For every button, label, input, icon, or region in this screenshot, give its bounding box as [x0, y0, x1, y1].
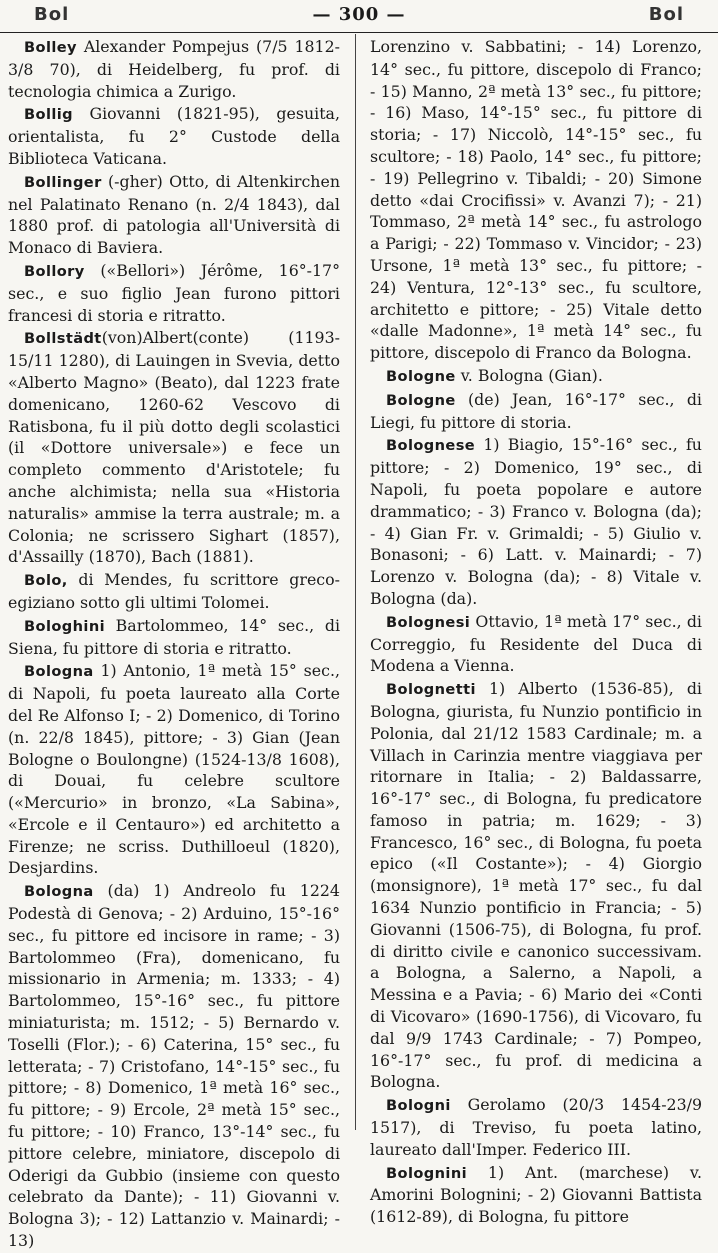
- entry-text: 1) Ant. (marchese) v. Amorini Bolognini; - 2) Giovanni Battista (1612-89), di Bologna, fu pittore: [370, 1162, 702, 1227]
- entry-text: (von)Albert(conte) (1193-15/11 1280), di Lauingen in Svevia, detto «Alberto Magno» (Beato), dal 1223 frate domenicano, 1260-62 Vescovo di Ratisbona, fu il più dotto degli scolastici (il «Dottore universale») e fece un completo commento d'Aristotele; fu anche alchimista; nella sua «Historia naturalis» ammise la terra australe; m. a Colonia; ne scrissero Sighart (1857), d'Assailly (1870), Bach (1881).: [8, 328, 340, 567]
- entry: [370, 678, 702, 1093]
- entry-text: Ottavio, 1ª metà 17° sec., di Correggio, fu Residente del Duca di Modena a Vienna.: [370, 611, 702, 676]
- entry: [370, 611, 702, 677]
- entry-headword: Bolognese: [386, 437, 476, 455]
- entry-headword: Bologna: [24, 883, 94, 901]
- entry: [370, 1162, 702, 1228]
- header-right-guide-word: Bol: [648, 4, 684, 25]
- page-number: — 300 —: [312, 4, 406, 25]
- entry-text: (de) Jean, 16°-17° sec., di Liegi, fu pittore di storia.: [370, 389, 702, 432]
- entry-headword: Bolley: [24, 39, 77, 56]
- column-divider: [355, 34, 356, 1130]
- entry-text: 1) Biagio, 15°-16° sec., fu pittore; - 2) Domenico, 19° sec., di Napoli, fu poeta popolare e autore drammatico; - 3) Franco v. Bologna (da); - 4) Gian Fr. v. Grimaldi; - 5) Giulio v. Bonasoni; - 6) Latt. v. Mainardi; - 7) Lorenzo v. Bologna (da); - 8) Vitale v. Bologna (da).: [370, 435, 702, 608]
- entry-headword: Bologne: [386, 391, 456, 409]
- entry-headword: Bollinger: [24, 173, 102, 191]
- entry-text: Lorenzino v. Sabbatini; - 14) Lorenzo, 14° sec., fu pittore, discepolo di Franco; - 15) Manno, 2ª metà 13° sec., fu pittore; - 16) Maso, 14°-15° sec., fu pittore di storia; - 17) Niccolò, 14°-15° sec., fu scultore; - 18) Paolo, 14° sec., fu pittore; - 19) Pellegrino v. Tibaldi; - 20) Simone detto «dai Crocifissi» v. Avanzi 7); - 21) Tommaso, 2ª metà 14° sec., fu astrologo a Parigi; - 22) Tommaso v. Vincidor; - 23) Ursone, 1ª metà 13° sec., fu pittore; - 24) Ventura, 12°-13° sec., fu scultore, architetto e pittore; - 25) Vitale detto «dalle Madonne», 1ª metà 14° sec., fu pittore, discepolo di Franco da Bologna.: [370, 37, 702, 363]
- entry-text: Alexander Pompejus (7/5 1812-3/8 70), di Heidelberg, fu prof. di tecnologia chimica a Zurigo.: [8, 37, 340, 101]
- entry-headword: Bologne: [386, 367, 456, 385]
- right-column: [370, 36, 702, 1229]
- entry: [370, 434, 702, 609]
- entry: [370, 365, 702, 388]
- entry: [8, 171, 340, 259]
- entry: [8, 615, 340, 660]
- entry: [370, 1094, 702, 1160]
- entry: [8, 36, 340, 102]
- entry-headword: Bolognetti: [386, 681, 476, 699]
- entry-text: v. Bologna (Gian).: [455, 365, 603, 385]
- entry-text: 1) Antonio, 1ª metà 15° sec., di Napoli, fu poeta laureato alla Corte del Re Alfonso I; - 2) Domenico, di Torino (n. 22/8 1845), pittore; - 3) Gian (Jean Bologne o Boulongne) (1524-13/8 1608), di Douai, fu celebre scultore («Mercurio» in bronzo, «La Sabina», «Ercole e il Centauro») ed architetto a Firenze; ne scriss. Duthilloeul (1820), Desjardins.: [8, 661, 340, 878]
- entry-headword: Bolognini: [386, 1164, 468, 1182]
- entry-text: di Mendes, fu scrittore greco-egiziano sotto gli ultimi Tolomei.: [8, 570, 340, 612]
- entry: [8, 260, 340, 326]
- header-left-guide-word: Bol: [34, 4, 70, 25]
- entry-headword: Bolo,: [24, 572, 68, 590]
- entry: [8, 569, 340, 614]
- entry-text: Giovanni (1821-95), gesuita, orientalista, fu 2° Custode della Biblioteca Vaticana.: [8, 104, 340, 168]
- entry: [370, 389, 702, 434]
- entry-text: Gerolamo (20/3 1454-23/9 1517), di Treviso, fu poeta latino, laureato dall'Imper. Federico III.: [370, 1095, 702, 1159]
- entry-text: Bartolommeo, 14° sec., di Siena, fu pittore di storia e ritratto.: [8, 615, 340, 658]
- entry-headword: Bologhini: [24, 617, 106, 635]
- entry-headword: Bollory: [24, 262, 85, 280]
- entry: [8, 880, 340, 1252]
- entry: [8, 103, 340, 169]
- entry-continuation: [370, 36, 702, 364]
- left-column: [8, 36, 340, 1253]
- entry: [8, 660, 340, 879]
- entry: [8, 327, 340, 568]
- entry-headword: Bolognesi: [386, 613, 471, 631]
- entry-text: («Bellori») Jérôme, 16°-17° sec., e suo figlio Jean furono pittori francesi di storia e ritratto.: [8, 260, 340, 325]
- entry-headword: Bologni: [386, 1097, 451, 1115]
- entry-text: (da) 1) Andreolo fu 1224 Podestà di Genova; - 2) Arduino, 15°-16° sec., fu pittore ed incisore in rame; - 3) Bartolommeo (Fra), domenicano, fu missionario in Armenia; m. 1333; - 4) Bartolommeo, 15°-16° sec., fu pittore miniaturista; m. 1512; - 5) Bernardo v. Toselli (Flor.); - 6) Caterina, 15° sec., fu letterata; - 7) Cristofano, 14°-15° sec., fu pittore; - 8) Domenico, 1ª metà 16° sec., fu pittore; - 9) Ercole, 2ª metà 15° sec., fu pittore; - 10) Franco, 13°-14° sec., fu pittore celebre, miniatore, discepolo di Oderigi da Gubbio (insieme con questo celebrato da Dante); - 11) Giovanni v. Bologna 3); - 12) Lattanzio v. Mainardi; - 13): [8, 881, 340, 1251]
- entry-text: 1) Alberto (1536-85), di Bologna, giurista, fu Nunzio pontificio in Polonia, dal 21/12 1583 Cardinale; m. a Villach in Carinzia mentre viaggiava per ritornare in Italia; - 2) Baldassarre, 16°-17° sec., di Bologna, fu predicatore famoso in patria; m. 1629; - 3) Francesco, 16° sec., di Bologna, fu poeta epico («Il Costante»); - 4) Giorgio (monsignore), 1ª metà 17° sec., fu dal 1634 Nunzio pontificio in Francia; - 5) Giovanni (1506-75), di Bologna, fu prof. di diritto civile e canonico successivam. a Bologna, a Salerno, a Napoli, a Messina e a Pavia; - 6) Mario dei «Conti di Vicovaro» (1690-1756), di Vicovaro, fu dal 9/9 1743 Cardinale; - 7) Pompeo, 16°-17° sec., fu prof. di medicina a Bologna.: [370, 679, 702, 1092]
- entry-headword: Bollstädt: [24, 330, 102, 348]
- page-header: [0, 0, 718, 33]
- entry-headword: Bollig: [24, 106, 74, 124]
- entry-headword: Bologna: [24, 663, 94, 681]
- entry-text: (-gher) Otto, di Altenkirchen nel Palatinato Renano (n. 2/4 1843), dal 1880 prof. di patologia all'Università di Monaco di Baviera.: [8, 171, 340, 258]
